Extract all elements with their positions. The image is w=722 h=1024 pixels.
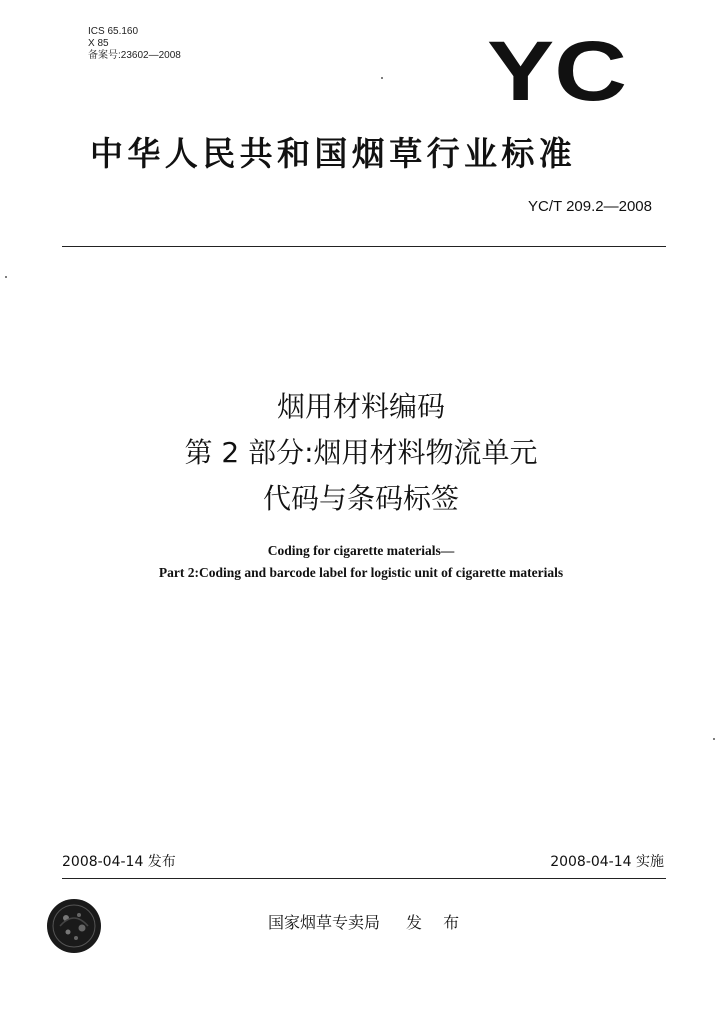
- chinese-title: [0, 384, 722, 522]
- filing-number: 备案号:23602—2008: [88, 50, 181, 61]
- classification-block: [88, 26, 181, 62]
- scan-speck: [381, 77, 383, 79]
- chinese-title-line-2: 第 2 部分:烟用材料物流单元: [184, 436, 538, 469]
- issuing-standard-title: 中华人民共和国烟草行业标准: [90, 134, 577, 173]
- official-seal-icon: [46, 898, 102, 954]
- ccs-code: X 85: [88, 38, 109, 49]
- yc-logo: [486, 34, 628, 106]
- scan-speck: [5, 276, 7, 278]
- english-title: [0, 540, 722, 584]
- publisher-action: 发 布: [406, 913, 468, 932]
- english-title-line-1: Coding for cigarette materials—: [267, 543, 455, 558]
- publisher-name: 国家烟草专卖局: [268, 913, 381, 932]
- issue-date: 2008-04-14 发布: [62, 854, 176, 870]
- yc-logo-text: YC: [487, 34, 627, 106]
- ics-code: ICS 65.160: [88, 26, 139, 37]
- english-title-line-2: Part 2:Coding and barcode label for logistic unit of cigarette materials: [158, 565, 564, 580]
- standard-number: YC/T 209.2—2008: [528, 198, 652, 215]
- bottom-divider: [62, 878, 666, 879]
- publisher-line: [268, 910, 467, 933]
- implementation-date: 2008-04-14 实施: [550, 854, 664, 870]
- chinese-title-line-3: 代码与条码标签: [262, 482, 459, 515]
- chinese-title-line-1: 烟用材料编码: [276, 390, 445, 423]
- top-divider: [62, 246, 666, 247]
- scan-speck: [713, 738, 715, 740]
